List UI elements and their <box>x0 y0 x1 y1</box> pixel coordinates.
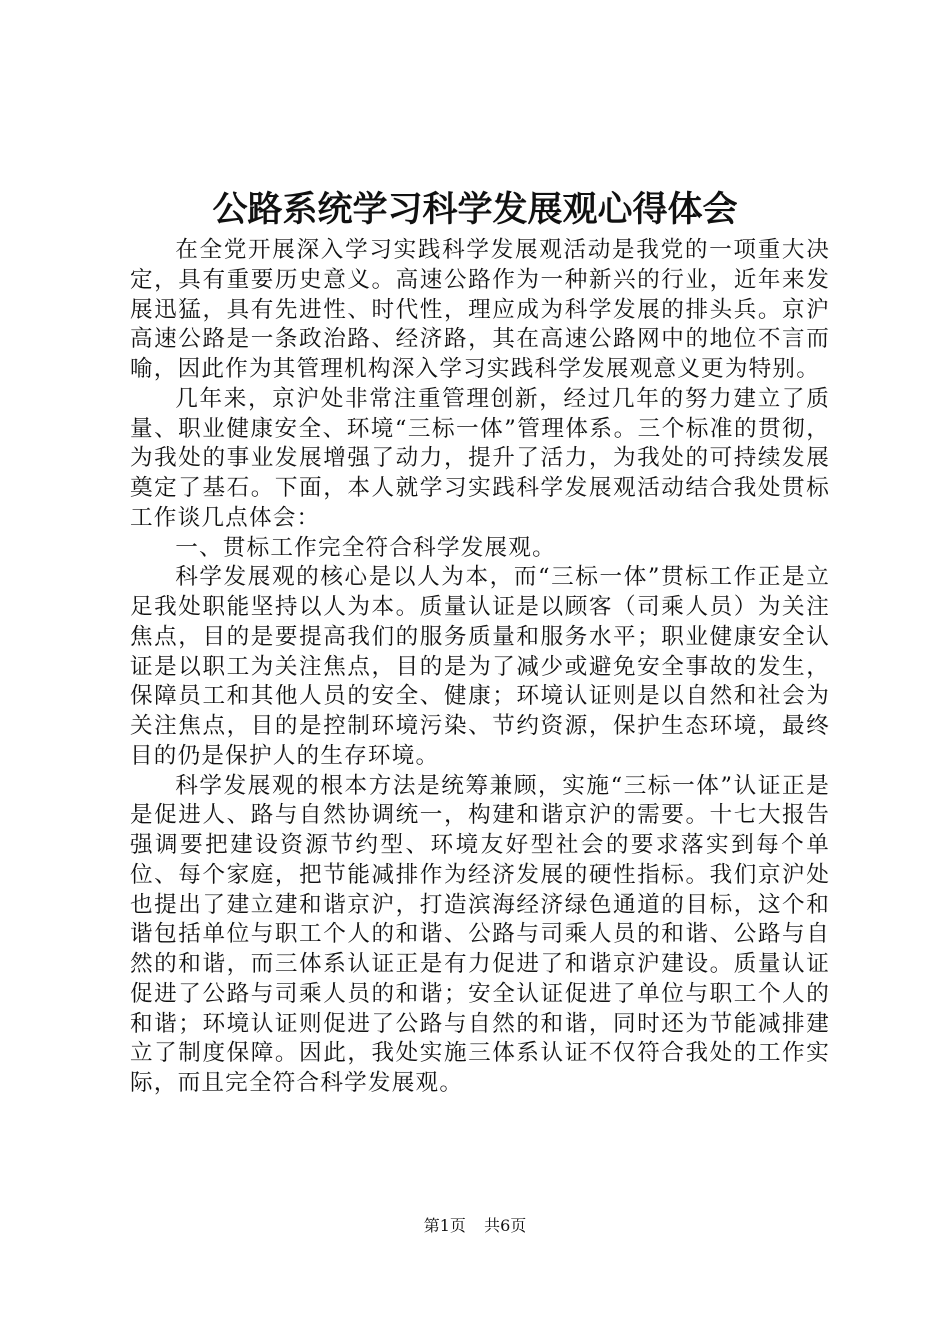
section-heading: 一、贯标工作完全符合科学发展观。 <box>175 534 556 561</box>
paragraph: 科学发展观的根本方法是统筹兼顾，实施“三标一体”认证正是是促进人、路与自然协调统一，构建和谐京沪的需要。十七大报告强调要把建设资源节约型、环境友好型社会的要求落实到每个单位、每个家庭，把节能减排作为经济发展的硬性指标。我们京沪处也提出了建立建和谐京沪，打造滨海经济绿色通道的目标，这个和谐包括单位与职工个人的和谐、公路与司乘人员的和谐、公路与自然的和谐，而三体系认证正是有力促进了和谐京沪建设。质量认证促进了公路与司乘人员的和谐；安全认证促进了单位与职工个人的和谐；环境认证则促进了公路与自然的和谐，同时还为节能减排建立了制度保障。因此，我处实施三体系认证不仅符合我处的工作实际，而且完全符合科学发展观。 <box>130 772 830 1096</box>
paragraph: 几年来，京沪处非常注重管理创新，经过几年的努力建立了质量、职业健康安全、环境“三标一体”管理体系。三个标准的贯彻，为我处的事业发展增强了动力，提升了活力，为我处的可持续发展奠定了基石。下面，本人就学习实践科学发展观活动结合我处贯标工作谈几点体会： <box>130 385 830 531</box>
paragraph: 科学发展观的核心是以人为本，而“三标一体”贯标工作正是立足我处职能坚持以人为本。质量认证是以顾客（司乘人员）为关注焦点，目的是要提高我们的服务质量和服务水平；职业健康安全认证是以职工为关注焦点，目的是为了减少或避免安全事故的发生，保障员工和其他人员的安全、健康；环境认证则是以自然和社会为关注焦点，目的是控制环境污染、节约资源，保护生态环境，最终目的仍是保护人的生存环境。 <box>130 564 830 769</box>
document-title: 公路系统学习科学发展观心得体会 <box>212 189 738 230</box>
page-total: 共6页 <box>484 1216 527 1235</box>
document-body <box>130 236 830 1099</box>
page-number: 第1页 <box>423 1216 466 1235</box>
page-footer <box>0 1214 950 1238</box>
paragraph: 在全党开展深入学习实践科学发展观活动是我党的一项重大决定，具有重要历史意义。高速公路作为一种新兴的行业，近年来发展迅猛，具有先进性、时代性，理应成为科学发展的排头兵。京沪高速公路是一条政治路、经济路，其在高速公路网中的地位不言而喻，因此作为其管理机构深入学习实践科学发展观意义更为特别。 <box>130 237 830 382</box>
